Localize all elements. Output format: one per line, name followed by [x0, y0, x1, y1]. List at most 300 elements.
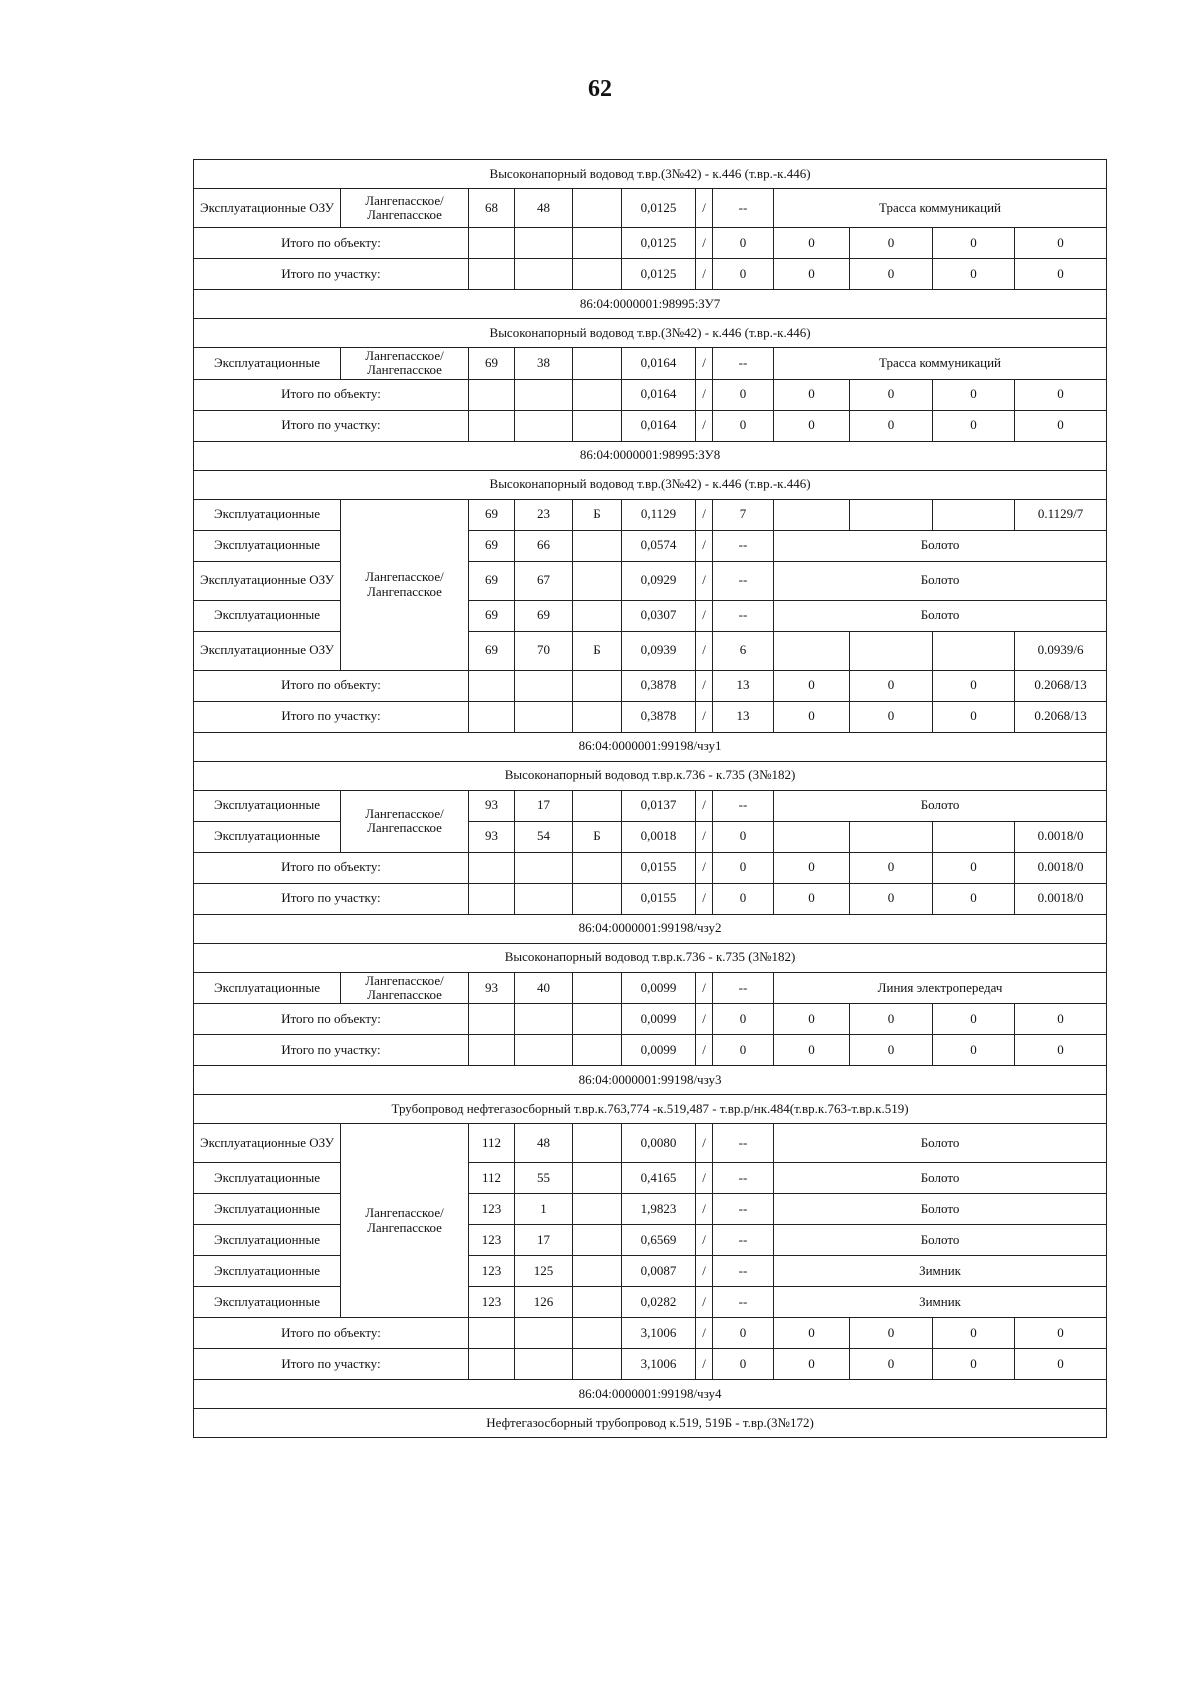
value-cell-3: [933, 821, 1015, 852]
total-value-2: 0: [850, 259, 933, 290]
empty-cell: [573, 1318, 622, 1349]
area-cell: 0,0018: [622, 821, 696, 852]
kvartal-cell: 69: [469, 561, 515, 600]
category-cell: [573, 1163, 622, 1194]
table-row: [194, 790, 1107, 821]
separator-cell: /: [696, 1004, 713, 1035]
total-volume: 13: [713, 670, 774, 701]
empty-cell: [515, 259, 573, 290]
area-cell: 0,0939: [622, 631, 696, 670]
empty-cell: [515, 1004, 573, 1035]
category-cell: [573, 790, 622, 821]
total-value-4: 0: [1015, 410, 1107, 441]
total-row: [194, 259, 1107, 290]
usage-kind: Эксплуатационные: [194, 1163, 341, 1194]
kvartal-cell: 69: [469, 348, 515, 380]
vydel-cell: 17: [515, 1225, 573, 1256]
total-volume: 0: [713, 1349, 774, 1380]
value-cell-4: 0.0939/6: [1015, 631, 1107, 670]
total-value-1: 0: [774, 852, 850, 883]
empty-cell: [573, 1035, 622, 1066]
area-cell: 0,0929: [622, 561, 696, 600]
total-value-4: 0: [1015, 259, 1107, 290]
land-note: Болото: [774, 1163, 1107, 1194]
total-label: Итого по объекту:: [194, 852, 469, 883]
volume-cell: --: [713, 189, 774, 228]
separator-cell: /: [696, 1163, 713, 1194]
cadastral-number: 86:04:0000001:99198/чзу2: [194, 914, 1107, 943]
land-note: Болото: [774, 600, 1107, 631]
category-cell: Б: [573, 631, 622, 670]
total-area: 0,0125: [622, 259, 696, 290]
kvartal-cell: 112: [469, 1124, 515, 1163]
kvartal-cell: 123: [469, 1194, 515, 1225]
cadastral-number: 86:04:0000001:98995:ЗУ8: [194, 441, 1107, 470]
category-cell: [573, 561, 622, 600]
total-area: 3,1006: [622, 1318, 696, 1349]
total-value-1: 0: [774, 410, 850, 441]
value-cell-4: 0.1129/7: [1015, 499, 1107, 530]
total-value-1: 0: [774, 1035, 850, 1066]
total-value-4: 0: [1015, 1349, 1107, 1380]
land-note: Зимник: [774, 1287, 1107, 1318]
table-row: [194, 1225, 1107, 1256]
vydel-cell: 125: [515, 1256, 573, 1287]
total-volume: 0: [713, 379, 774, 410]
usage-kind: Эксплуатационные: [194, 499, 341, 530]
total-value-1: 0: [774, 228, 850, 259]
area-cell: 0,0164: [622, 348, 696, 380]
empty-cell: [573, 670, 622, 701]
volume-cell: 6: [713, 631, 774, 670]
volume-cell: --: [713, 1194, 774, 1225]
land-note: Болото: [774, 1124, 1107, 1163]
kvartal-cell: 93: [469, 972, 515, 1004]
total-value-3: 0: [933, 1004, 1015, 1035]
total-label: Итого по объекту:: [194, 1318, 469, 1349]
total-value-2: 0: [850, 670, 933, 701]
separator-cell: /: [696, 631, 713, 670]
volume-cell: --: [713, 1225, 774, 1256]
empty-cell: [515, 410, 573, 441]
value-cell-2: [850, 821, 933, 852]
total-value-1: 0: [774, 259, 850, 290]
total-row: [194, 1004, 1107, 1035]
total-value-3: 0: [933, 852, 1015, 883]
usage-kind: Эксплуатационные: [194, 1287, 341, 1318]
total-area: 0,0164: [622, 379, 696, 410]
land-note: Болото: [774, 1225, 1107, 1256]
total-value-2: 0: [850, 701, 933, 732]
cadastral-number: 86:04:0000001:99198/чзу4: [194, 1380, 1107, 1409]
vydel-cell: 66: [515, 530, 573, 561]
area-cell: 0,6569: [622, 1225, 696, 1256]
kvartal-cell: 123: [469, 1225, 515, 1256]
cadastral-row: [194, 732, 1107, 761]
empty-cell: [469, 883, 515, 914]
total-value-3: 0: [933, 701, 1015, 732]
total-value-2: 0: [850, 1035, 933, 1066]
kvartal-cell: 123: [469, 1287, 515, 1318]
empty-cell: [573, 1004, 622, 1035]
separator-cell: /: [696, 1349, 713, 1380]
total-value-2: 0: [850, 1318, 933, 1349]
total-row: [194, 701, 1107, 732]
vydel-cell: 23: [515, 499, 573, 530]
kvartal-cell: 123: [469, 1256, 515, 1287]
total-area: 0,0125: [622, 228, 696, 259]
separator-cell: /: [696, 883, 713, 914]
category-cell: [573, 1287, 622, 1318]
land-note: Линия электропередач: [774, 972, 1107, 1004]
empty-cell: [573, 701, 622, 732]
empty-cell: [573, 852, 622, 883]
separator-cell: /: [696, 1035, 713, 1066]
empty-cell: [515, 228, 573, 259]
total-value-3: 0: [933, 410, 1015, 441]
kvartal-cell: 69: [469, 530, 515, 561]
total-value-4: 0: [1015, 379, 1107, 410]
separator-cell: /: [696, 228, 713, 259]
total-value-1: 0: [774, 670, 850, 701]
total-value-3: 0: [933, 1349, 1015, 1380]
table-row: [194, 1287, 1107, 1318]
cadastral-row: [194, 914, 1107, 943]
volume-cell: --: [713, 972, 774, 1004]
total-value-2: 0: [850, 1349, 933, 1380]
separator-cell: /: [696, 1225, 713, 1256]
district-cell: Лангепасское/ Лангепасское: [341, 348, 469, 380]
object-title-row: [194, 1095, 1107, 1124]
empty-cell: [515, 852, 573, 883]
table-row: [194, 189, 1107, 228]
total-volume: 0: [713, 1035, 774, 1066]
land-note: Трасса коммуникаций: [774, 348, 1107, 380]
total-volume: 0: [713, 228, 774, 259]
table-row: [194, 600, 1107, 631]
kvartal-cell: 93: [469, 790, 515, 821]
separator-cell: /: [696, 1256, 713, 1287]
usage-kind: Эксплуатационные: [194, 972, 341, 1004]
separator-cell: /: [696, 410, 713, 441]
empty-cell: [469, 1035, 515, 1066]
total-label: Итого по участку:: [194, 410, 469, 441]
kvartal-cell: 69: [469, 499, 515, 530]
total-area: 0,3878: [622, 670, 696, 701]
volume-cell: --: [713, 790, 774, 821]
empty-cell: [469, 1318, 515, 1349]
district-cell: Лангепасское/ Лангепасское: [341, 189, 469, 228]
value-cell-2: [850, 631, 933, 670]
vydel-cell: 48: [515, 1124, 573, 1163]
land-note: Трасса коммуникаций: [774, 189, 1107, 228]
category-cell: [573, 348, 622, 380]
total-value-2: 0: [850, 852, 933, 883]
total-value-3: 0: [933, 1035, 1015, 1066]
total-label: Итого по объекту:: [194, 1004, 469, 1035]
kvartal-cell: 69: [469, 600, 515, 631]
land-note: Болото: [774, 561, 1107, 600]
separator-cell: /: [696, 379, 713, 410]
category-cell: [573, 1225, 622, 1256]
table-row: [194, 499, 1107, 530]
district-cell: Лангепасское/ Лангепасское: [341, 972, 469, 1004]
area-cell: 0,1129: [622, 499, 696, 530]
total-row: [194, 1035, 1107, 1066]
category-cell: [573, 1256, 622, 1287]
total-label: Итого по участку:: [194, 883, 469, 914]
object-title: Высоконапорный водовод т.вр.к.736 - к.735 (3№182): [194, 943, 1107, 972]
total-value-4: 0: [1015, 1318, 1107, 1349]
separator-cell: /: [696, 348, 713, 380]
table-row: [194, 972, 1107, 1004]
cadastral-row: [194, 1380, 1107, 1409]
object-title: Трубопровод нефтегазосборный т.вр.к.763,774 -к.519,487 - т.вр.р/нк.484(т.вр.к.763-т.вр.к.519): [194, 1095, 1107, 1124]
separator-cell: /: [696, 790, 713, 821]
forest-plot-table: [193, 159, 1107, 1438]
usage-kind: Эксплуатационные: [194, 1225, 341, 1256]
separator-cell: /: [696, 1287, 713, 1318]
total-value-1: 0: [774, 1349, 850, 1380]
total-value-4: 0.0018/0: [1015, 852, 1107, 883]
table-row: [194, 1256, 1107, 1287]
total-value-1: 0: [774, 701, 850, 732]
table-row: [194, 530, 1107, 561]
value-cell-1: [774, 631, 850, 670]
area-cell: 0,0099: [622, 972, 696, 1004]
table-row: [194, 631, 1107, 670]
total-area: 0,3878: [622, 701, 696, 732]
object-title: Высоконапорный водовод т.вр.(3№42) - к.446 (т.вр.-к.446): [194, 160, 1107, 189]
total-volume: 0: [713, 259, 774, 290]
empty-cell: [469, 379, 515, 410]
total-value-4: 0: [1015, 228, 1107, 259]
usage-kind: Эксплуатационные ОЗУ: [194, 631, 341, 670]
area-cell: 0,0574: [622, 530, 696, 561]
total-volume: 13: [713, 701, 774, 732]
separator-cell: /: [696, 972, 713, 1004]
empty-cell: [515, 379, 573, 410]
area-cell: 0,0137: [622, 790, 696, 821]
vydel-cell: 70: [515, 631, 573, 670]
total-area: 0,0155: [622, 883, 696, 914]
kvartal-cell: 68: [469, 189, 515, 228]
usage-kind: Эксплуатационные: [194, 348, 341, 380]
empty-cell: [573, 228, 622, 259]
empty-cell: [469, 1349, 515, 1380]
area-cell: 1,9823: [622, 1194, 696, 1225]
separator-cell: /: [696, 1194, 713, 1225]
category-cell: [573, 972, 622, 1004]
district-cell: Лангепасское/ Лангепасское: [341, 499, 469, 670]
total-label: Итого по участку:: [194, 259, 469, 290]
cadastral-number: 86:04:0000001:99198/чзу1: [194, 732, 1107, 761]
total-value-1: 0: [774, 379, 850, 410]
total-value-3: 0: [933, 670, 1015, 701]
usage-kind: Эксплуатационные: [194, 600, 341, 631]
object-title-row: [194, 319, 1107, 348]
separator-cell: /: [696, 530, 713, 561]
cadastral-number: 86:04:0000001:99198/чзу3: [194, 1066, 1107, 1095]
object-title: Высоконапорный водовод т.вр.(3№42) - к.446 (т.вр.-к.446): [194, 470, 1107, 499]
total-area: 0,0155: [622, 852, 696, 883]
category-cell: Б: [573, 499, 622, 530]
area-cell: 0,0307: [622, 600, 696, 631]
table-row: [194, 348, 1107, 380]
separator-cell: /: [696, 189, 713, 228]
usage-kind: Эксплуатационные ОЗУ: [194, 189, 341, 228]
total-area: 3,1006: [622, 1349, 696, 1380]
vydel-cell: 1: [515, 1194, 573, 1225]
empty-cell: [515, 1035, 573, 1066]
value-cell-3: [933, 499, 1015, 530]
total-value-4: 0.2068/13: [1015, 701, 1107, 732]
total-label: Итого по участку:: [194, 1035, 469, 1066]
value-cell-1: [774, 821, 850, 852]
empty-cell: [469, 670, 515, 701]
usage-kind: Эксплуатационные: [194, 790, 341, 821]
empty-cell: [515, 1318, 573, 1349]
object-title-row: [194, 761, 1107, 790]
separator-cell: /: [696, 1318, 713, 1349]
vydel-cell: 38: [515, 348, 573, 380]
separator-cell: /: [696, 821, 713, 852]
area-cell: 0,0282: [622, 1287, 696, 1318]
vydel-cell: 40: [515, 972, 573, 1004]
total-value-3: 0: [933, 228, 1015, 259]
empty-cell: [515, 670, 573, 701]
value-cell-1: [774, 499, 850, 530]
total-label: Итого по объекту:: [194, 379, 469, 410]
district-cell: Лангепасское/ Лангепасское: [341, 1124, 469, 1318]
usage-kind: Эксплуатационные: [194, 1256, 341, 1287]
total-area: 0,0099: [622, 1035, 696, 1066]
table-row: [194, 561, 1107, 600]
total-volume: 0: [713, 852, 774, 883]
object-title-row: [194, 943, 1107, 972]
total-value-1: 0: [774, 883, 850, 914]
total-volume: 0: [713, 883, 774, 914]
land-note: Болото: [774, 790, 1107, 821]
total-value-1: 0: [774, 1318, 850, 1349]
total-row: [194, 852, 1107, 883]
volume-cell: --: [713, 1287, 774, 1318]
usage-kind: Эксплуатационные: [194, 1194, 341, 1225]
vydel-cell: 67: [515, 561, 573, 600]
total-row: [194, 410, 1107, 441]
table-row: [194, 1194, 1107, 1225]
total-row: [194, 1349, 1107, 1380]
empty-cell: [573, 259, 622, 290]
empty-cell: [469, 1004, 515, 1035]
volume-cell: 7: [713, 499, 774, 530]
separator-cell: /: [696, 499, 713, 530]
land-note: Зимник: [774, 1256, 1107, 1287]
empty-cell: [469, 852, 515, 883]
value-cell-2: [850, 499, 933, 530]
category-cell: [573, 600, 622, 631]
usage-kind: Эксплуатационные: [194, 530, 341, 561]
category-cell: [573, 189, 622, 228]
usage-kind: Эксплуатационные ОЗУ: [194, 1124, 341, 1163]
total-value-4: 0: [1015, 1004, 1107, 1035]
area-cell: 0,0087: [622, 1256, 696, 1287]
total-value-3: 0: [933, 379, 1015, 410]
empty-cell: [515, 701, 573, 732]
total-value-1: 0: [774, 1004, 850, 1035]
area-cell: 0,0125: [622, 189, 696, 228]
total-value-3: 0: [933, 259, 1015, 290]
category-cell: [573, 530, 622, 561]
object-title: Высоконапорный водовод т.вр.(3№42) - к.446 (т.вр.-к.446): [194, 319, 1107, 348]
cadastral-row: [194, 441, 1107, 470]
total-value-2: 0: [850, 410, 933, 441]
vydel-cell: 48: [515, 189, 573, 228]
volume-cell: --: [713, 1256, 774, 1287]
kvartal-cell: 112: [469, 1163, 515, 1194]
total-value-2: 0: [850, 228, 933, 259]
empty-cell: [573, 1349, 622, 1380]
total-label: Итого по участку:: [194, 1349, 469, 1380]
volume-cell: --: [713, 1163, 774, 1194]
value-cell-3: [933, 631, 1015, 670]
separator-cell: /: [696, 852, 713, 883]
cadastral-row: [194, 290, 1107, 319]
land-note: Болото: [774, 530, 1107, 561]
total-value-4: 0: [1015, 1035, 1107, 1066]
total-value-2: 0: [850, 379, 933, 410]
empty-cell: [515, 1349, 573, 1380]
table-row: [194, 821, 1107, 852]
category-cell: [573, 1124, 622, 1163]
total-volume: 0: [713, 1004, 774, 1035]
vydel-cell: 69: [515, 600, 573, 631]
area-cell: 0,4165: [622, 1163, 696, 1194]
kvartal-cell: 93: [469, 821, 515, 852]
volume-cell: --: [713, 530, 774, 561]
usage-kind: Эксплуатационные: [194, 821, 341, 852]
total-label: Итого по объекту:: [194, 670, 469, 701]
total-value-2: 0: [850, 1004, 933, 1035]
empty-cell: [573, 379, 622, 410]
volume-cell: --: [713, 561, 774, 600]
vydel-cell: 55: [515, 1163, 573, 1194]
table-row: [194, 1124, 1107, 1163]
separator-cell: /: [696, 701, 713, 732]
volume-cell: --: [713, 600, 774, 631]
object-title: Высоконапорный водовод т.вр.к.736 - к.735 (3№182): [194, 761, 1107, 790]
empty-cell: [515, 883, 573, 914]
object-title-row: [194, 160, 1107, 189]
category-cell: [573, 1194, 622, 1225]
total-area: 0,0099: [622, 1004, 696, 1035]
total-label: Итого по участку:: [194, 701, 469, 732]
empty-cell: [469, 701, 515, 732]
volume-cell: --: [713, 348, 774, 380]
total-row: [194, 883, 1107, 914]
total-row: [194, 228, 1107, 259]
total-value-2: 0: [850, 883, 933, 914]
vydel-cell: 54: [515, 821, 573, 852]
total-row: [194, 1318, 1107, 1349]
separator-cell: /: [696, 600, 713, 631]
vydel-cell: 126: [515, 1287, 573, 1318]
cadastral-number: 86:04:0000001:98995:ЗУ7: [194, 290, 1107, 319]
category-cell: Б: [573, 821, 622, 852]
total-value-3: 0: [933, 1318, 1015, 1349]
total-value-4: 0.0018/0: [1015, 883, 1107, 914]
separator-cell: /: [696, 259, 713, 290]
